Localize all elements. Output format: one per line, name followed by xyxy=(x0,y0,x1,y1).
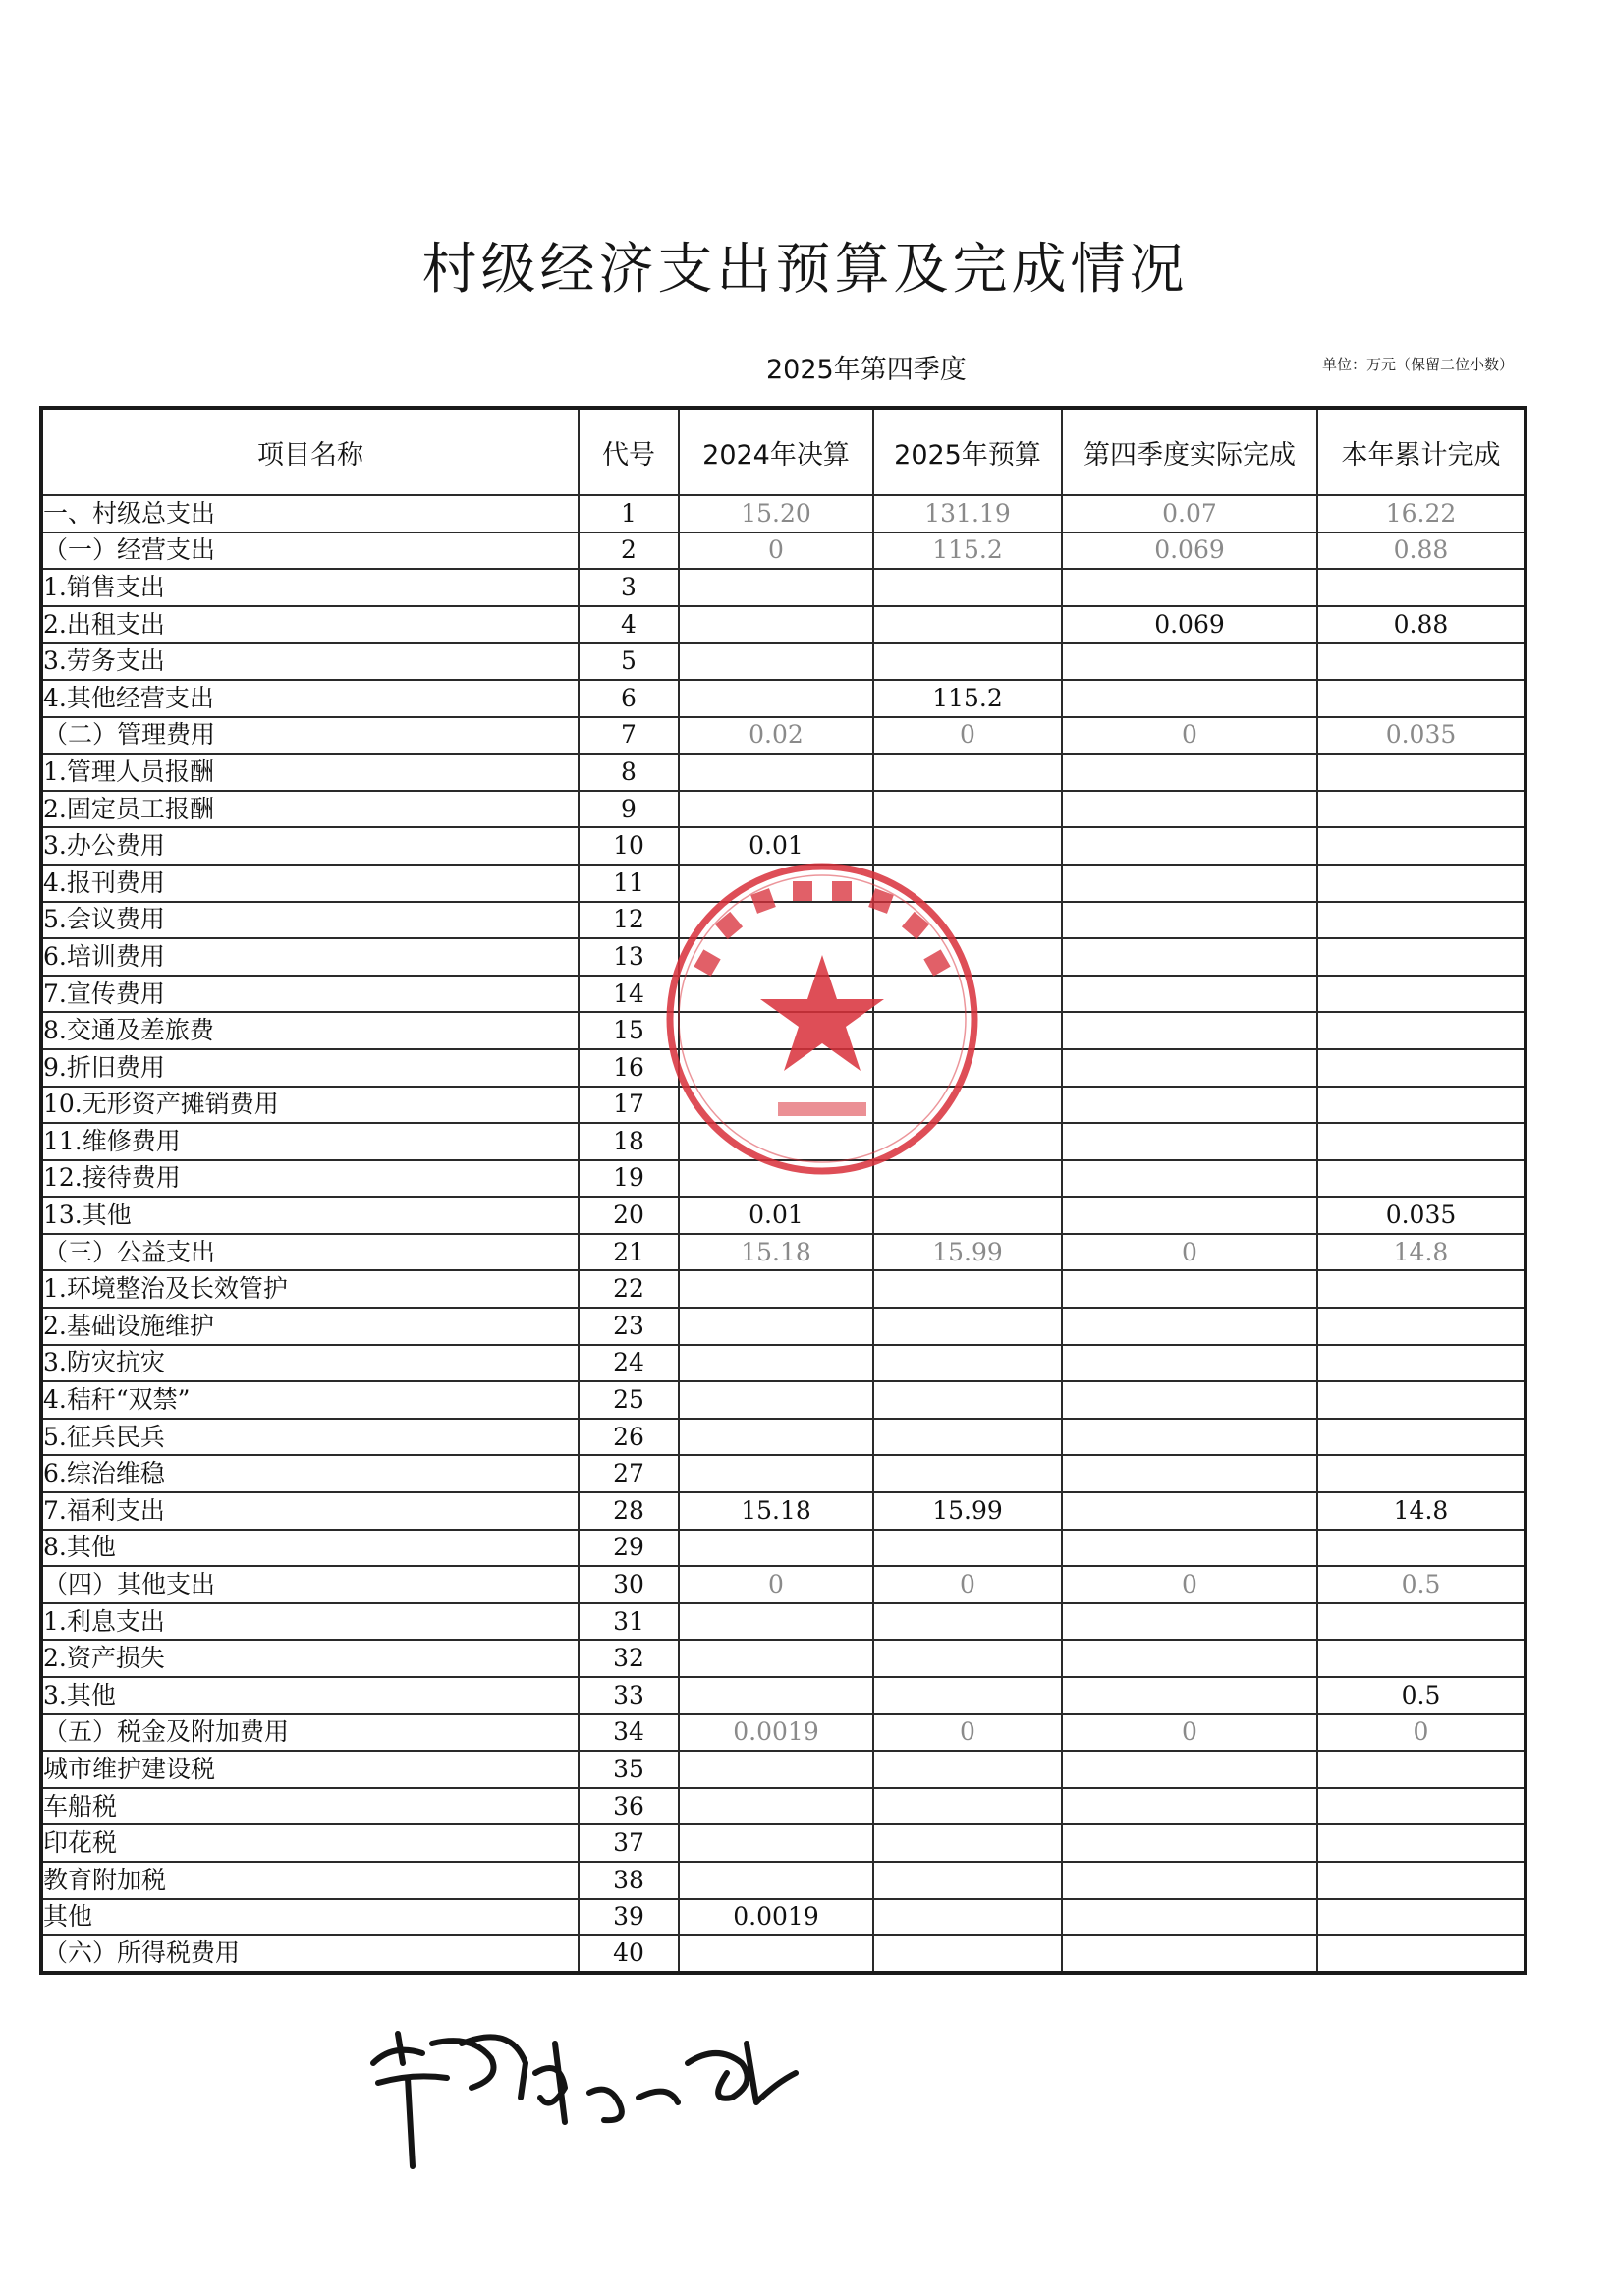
report-period: 2025年第四季度 xyxy=(766,355,967,385)
cell-code: 20 xyxy=(579,1197,679,1234)
cell-item-name: 3.劳务支出 xyxy=(41,643,579,680)
cell-ytd-actual: 0.035 xyxy=(1317,1197,1526,1234)
table-row xyxy=(41,1935,1526,1973)
cell-code: 31 xyxy=(579,1603,679,1641)
cell-ytd-actual xyxy=(1317,791,1526,828)
unit-note: 单位：万元（保留二位小数） xyxy=(1321,356,1514,373)
cell-code: 33 xyxy=(579,1677,679,1714)
cell-item-name: 6.综治维稳 xyxy=(41,1455,579,1492)
cell-ytd-actual xyxy=(1317,1455,1526,1492)
cell-2024-final xyxy=(679,643,873,680)
cell-q4-actual xyxy=(1062,1899,1317,1936)
cell-code: 10 xyxy=(579,827,679,865)
cell-q4-actual xyxy=(1062,1160,1317,1198)
cell-q4-actual xyxy=(1062,754,1317,791)
table-row xyxy=(41,1455,1526,1492)
table-row xyxy=(41,717,1526,755)
cell-q4-actual xyxy=(1062,1270,1317,1308)
cell-code: 37 xyxy=(579,1824,679,1862)
cell-ytd-actual: 0.88 xyxy=(1317,606,1526,644)
table-row xyxy=(41,643,1526,680)
cell-2025-budget xyxy=(873,1935,1062,1973)
cell-2024-final: 0.0019 xyxy=(679,1899,873,1936)
cell-item-name: 9.折旧费用 xyxy=(41,1049,579,1087)
cell-q4-actual xyxy=(1062,1308,1317,1345)
cell-code: 35 xyxy=(579,1751,679,1788)
cell-item-name: （五）税金及附加费用 xyxy=(41,1714,579,1752)
cell-q4-actual: 0.069 xyxy=(1062,532,1317,570)
cell-ytd-actual xyxy=(1317,1308,1526,1345)
cell-2025-budget xyxy=(873,1530,1062,1567)
table-row xyxy=(41,1566,1526,1603)
table-row xyxy=(41,1234,1526,1271)
table-row xyxy=(41,1492,1526,1530)
cell-2024-final xyxy=(679,1751,873,1788)
header-2024-final: 2024年决算 xyxy=(679,408,873,495)
table-row xyxy=(41,1197,1526,1234)
cell-2025-budget xyxy=(873,1899,1062,1936)
cell-item-name: （三）公益支出 xyxy=(41,1234,579,1271)
cell-code: 5 xyxy=(579,643,679,680)
cell-ytd-actual xyxy=(1317,1381,1526,1419)
cell-ytd-actual xyxy=(1317,569,1526,606)
cell-code: 26 xyxy=(579,1419,679,1456)
table-row xyxy=(41,1640,1526,1677)
cell-2025-budget xyxy=(873,1640,1062,1677)
cell-q4-actual xyxy=(1062,1640,1317,1677)
header-item-name: 项目名称 xyxy=(41,408,579,495)
cell-2025-budget xyxy=(873,606,1062,644)
cell-q4-actual xyxy=(1062,1012,1317,1049)
table-header xyxy=(41,408,1526,495)
cell-item-name: （六）所得税费用 xyxy=(41,1935,579,1973)
cell-q4-actual xyxy=(1062,1530,1317,1567)
cell-ytd-actual xyxy=(1317,976,1526,1013)
cell-item-name: 1.利息支出 xyxy=(41,1603,579,1641)
cell-ytd-actual: 14.8 xyxy=(1317,1492,1526,1530)
cell-2025-budget: 115.2 xyxy=(873,680,1062,717)
table-row xyxy=(41,569,1526,606)
cell-2025-budget xyxy=(873,1677,1062,1714)
cell-code: 23 xyxy=(579,1308,679,1345)
cell-2024-final xyxy=(679,1862,873,1899)
table-row xyxy=(41,1824,1526,1862)
cell-ytd-actual xyxy=(1317,1270,1526,1308)
cell-2025-budget: 115.2 xyxy=(873,532,1062,570)
cell-ytd-actual xyxy=(1317,1087,1526,1124)
cell-ytd-actual xyxy=(1317,1935,1526,1973)
cell-code: 8 xyxy=(579,754,679,791)
cell-2024-final xyxy=(679,1345,873,1382)
official-seal xyxy=(660,857,984,1181)
cell-2025-budget xyxy=(873,1862,1062,1899)
cell-q4-actual: 0 xyxy=(1062,1714,1317,1752)
table-body xyxy=(41,495,1526,1973)
cell-2024-final xyxy=(679,1270,873,1308)
cell-ytd-actual: 0.035 xyxy=(1317,717,1526,755)
expenditure-table xyxy=(39,406,1527,1975)
cell-2024-final xyxy=(679,1935,873,1973)
cell-ytd-actual: 0.5 xyxy=(1317,1566,1526,1603)
table-row xyxy=(41,1862,1526,1899)
table-row xyxy=(41,1530,1526,1567)
table-row xyxy=(41,1714,1526,1752)
cell-code: 24 xyxy=(579,1345,679,1382)
cell-item-name: 1.销售支出 xyxy=(41,569,579,606)
cell-ytd-actual: 0 xyxy=(1317,1714,1526,1752)
cell-q4-actual: 0 xyxy=(1062,1566,1317,1603)
cell-2024-final xyxy=(679,1824,873,1862)
cell-code: 18 xyxy=(579,1123,679,1160)
cell-2024-final: 0.0019 xyxy=(679,1714,873,1752)
cell-2025-budget xyxy=(873,1197,1062,1234)
cell-2024-final xyxy=(679,1640,873,1677)
cell-code: 14 xyxy=(579,976,679,1013)
cell-ytd-actual xyxy=(1317,754,1526,791)
cell-q4-actual xyxy=(1062,643,1317,680)
cell-code: 36 xyxy=(579,1788,679,1825)
cell-item-name: 7.福利支出 xyxy=(41,1492,579,1530)
cell-2025-budget: 0 xyxy=(873,1714,1062,1752)
header-code: 代号 xyxy=(579,408,679,495)
cell-ytd-actual xyxy=(1317,1603,1526,1641)
cell-item-name: 4.报刊费用 xyxy=(41,865,579,902)
cell-item-name: 3.防灾抗灾 xyxy=(41,1345,579,1382)
cell-code: 9 xyxy=(579,791,679,828)
cell-ytd-actual xyxy=(1317,1123,1526,1160)
cell-code: 13 xyxy=(579,938,679,976)
table-row xyxy=(41,1899,1526,1936)
cell-q4-actual xyxy=(1062,1677,1317,1714)
cell-q4-actual xyxy=(1062,1345,1317,1382)
table-row xyxy=(41,606,1526,644)
cell-ytd-actual xyxy=(1317,1160,1526,1198)
cell-item-name: 3.其他 xyxy=(41,1677,579,1714)
cell-q4-actual: 0.069 xyxy=(1062,606,1317,644)
cell-q4-actual xyxy=(1062,1603,1317,1641)
cell-ytd-actual xyxy=(1317,827,1526,865)
cell-item-name: 6.培训费用 xyxy=(41,938,579,976)
cell-q4-actual xyxy=(1062,865,1317,902)
cell-q4-actual xyxy=(1062,1935,1317,1973)
cell-code: 6 xyxy=(579,680,679,717)
cell-code: 4 xyxy=(579,606,679,644)
cell-code: 11 xyxy=(579,865,679,902)
table-row xyxy=(41,791,1526,828)
cell-ytd-actual: 0.5 xyxy=(1317,1677,1526,1714)
cell-q4-actual xyxy=(1062,1087,1317,1124)
cell-code: 30 xyxy=(579,1566,679,1603)
cell-code: 3 xyxy=(579,569,679,606)
cell-2024-final xyxy=(679,680,873,717)
cell-q4-actual xyxy=(1062,569,1317,606)
cell-2024-final xyxy=(679,1603,873,1641)
cell-2024-final xyxy=(679,1677,873,1714)
cell-ytd-actual: 16.22 xyxy=(1317,495,1526,532)
cell-q4-actual: 0 xyxy=(1062,717,1317,755)
cell-2025-budget xyxy=(873,569,1062,606)
cell-code: 32 xyxy=(579,1640,679,1677)
cell-item-name: 5.征兵民兵 xyxy=(41,1419,579,1456)
document-title: 村级经济支出预算及完成情况 xyxy=(421,238,1189,302)
cell-2024-final: 15.18 xyxy=(679,1234,873,1271)
cell-ytd-actual xyxy=(1317,1345,1526,1382)
cell-2024-final: 0 xyxy=(679,532,873,570)
cell-code: 19 xyxy=(579,1160,679,1198)
cell-ytd-actual xyxy=(1317,1012,1526,1049)
cell-code: 38 xyxy=(579,1862,679,1899)
header-row xyxy=(41,408,1526,495)
cell-2025-budget: 0 xyxy=(873,1566,1062,1603)
cell-code: 21 xyxy=(579,1234,679,1271)
cell-q4-actual xyxy=(1062,1381,1317,1419)
cell-2025-budget xyxy=(873,1381,1062,1419)
table-row xyxy=(41,532,1526,570)
table-row xyxy=(41,1308,1526,1345)
cell-2025-budget: 0 xyxy=(873,717,1062,755)
cell-code: 16 xyxy=(579,1049,679,1087)
cell-2025-budget xyxy=(873,1345,1062,1382)
cell-2025-budget xyxy=(873,1308,1062,1345)
cell-q4-actual xyxy=(1062,1123,1317,1160)
header-q4-actual: 第四季度实际完成 xyxy=(1062,408,1317,495)
cell-2025-budget xyxy=(873,791,1062,828)
cell-2024-final: 0.01 xyxy=(679,827,873,865)
cell-item-name: 8.交通及差旅费 xyxy=(41,1012,579,1049)
cell-item-name: 其他 xyxy=(41,1899,579,1936)
cell-code: 39 xyxy=(579,1899,679,1936)
table-row xyxy=(41,680,1526,717)
cell-2024-final xyxy=(679,569,873,606)
cell-item-name: 12.接待费用 xyxy=(41,1160,579,1198)
cell-q4-actual: 0 xyxy=(1062,1234,1317,1271)
cell-2025-budget xyxy=(873,1824,1062,1862)
cell-code: 2 xyxy=(579,532,679,570)
cell-item-name: 1.环境整治及长效管护 xyxy=(41,1270,579,1308)
cell-q4-actual xyxy=(1062,1862,1317,1899)
cell-2024-final xyxy=(679,1788,873,1825)
cell-2024-final: 0 xyxy=(679,1566,873,1603)
cell-ytd-actual xyxy=(1317,680,1526,717)
cell-q4-actual xyxy=(1062,1455,1317,1492)
cell-item-name: 一、村级总支出 xyxy=(41,495,579,532)
table-row xyxy=(41,1345,1526,1382)
cell-2025-budget: 131.19 xyxy=(873,495,1062,532)
cell-ytd-actual xyxy=(1317,1751,1526,1788)
cell-q4-actual xyxy=(1062,902,1317,939)
table-row xyxy=(41,1381,1526,1419)
cell-item-name: （四）其他支出 xyxy=(41,1566,579,1603)
cell-2024-final: 15.18 xyxy=(679,1492,873,1530)
cell-q4-actual xyxy=(1062,1197,1317,1234)
table-row xyxy=(41,1419,1526,1456)
cell-2024-final: 0.01 xyxy=(679,1197,873,1234)
cell-2024-final: 15.20 xyxy=(679,495,873,532)
cell-ytd-actual xyxy=(1317,1530,1526,1567)
header-ytd-actual: 本年累计完成 xyxy=(1317,408,1526,495)
cell-item-name: 教育附加税 xyxy=(41,1862,579,1899)
cell-item-name: 车船税 xyxy=(41,1788,579,1825)
cell-2025-budget xyxy=(873,1419,1062,1456)
cell-code: 1 xyxy=(579,495,679,532)
cell-2025-budget xyxy=(873,643,1062,680)
cell-2025-budget xyxy=(873,1751,1062,1788)
cell-item-name: 8.其他 xyxy=(41,1530,579,1567)
cell-item-name: 城市维护建设税 xyxy=(41,1751,579,1788)
cell-ytd-actual xyxy=(1317,902,1526,939)
cell-item-name: 2.基础设施维护 xyxy=(41,1308,579,1345)
cell-code: 27 xyxy=(579,1455,679,1492)
table-row xyxy=(41,1751,1526,1788)
cell-item-name: 4.其他经营支出 xyxy=(41,680,579,717)
cell-q4-actual xyxy=(1062,791,1317,828)
cell-code: 7 xyxy=(579,717,679,755)
header-2025-budget: 2025年预算 xyxy=(873,408,1062,495)
cell-q4-actual xyxy=(1062,1824,1317,1862)
table-row xyxy=(41,754,1526,791)
cell-item-name: 2.出租支出 xyxy=(41,606,579,644)
cell-ytd-actual xyxy=(1317,1049,1526,1087)
cell-q4-actual xyxy=(1062,1788,1317,1825)
cell-ytd-actual xyxy=(1317,643,1526,680)
cell-item-name: 5.会议费用 xyxy=(41,902,579,939)
cell-code: 29 xyxy=(579,1530,679,1567)
cell-ytd-actual xyxy=(1317,865,1526,902)
cell-ytd-actual xyxy=(1317,1419,1526,1456)
cell-ytd-actual xyxy=(1317,1640,1526,1677)
cell-q4-actual xyxy=(1062,1492,1317,1530)
table-row xyxy=(41,1270,1526,1308)
cell-ytd-actual xyxy=(1317,1862,1526,1899)
cell-2025-budget xyxy=(873,754,1062,791)
cell-code: 22 xyxy=(579,1270,679,1308)
cell-2024-final xyxy=(679,791,873,828)
cell-item-name: （一）经营支出 xyxy=(41,532,579,570)
cell-ytd-actual xyxy=(1317,938,1526,976)
cell-item-name: 3.办公费用 xyxy=(41,827,579,865)
cell-code: 12 xyxy=(579,902,679,939)
cell-2024-final xyxy=(679,1530,873,1567)
cell-ytd-actual xyxy=(1317,1899,1526,1936)
cell-2024-final xyxy=(679,1455,873,1492)
cell-code: 17 xyxy=(579,1087,679,1124)
table-row xyxy=(41,1603,1526,1641)
cell-q4-actual: 0.07 xyxy=(1062,495,1317,532)
cell-item-name: 10.无形资产摊销费用 xyxy=(41,1087,579,1124)
cell-q4-actual xyxy=(1062,1419,1317,1456)
cell-item-name: 11.维修费用 xyxy=(41,1123,579,1160)
cell-code: 40 xyxy=(579,1935,679,1973)
cell-code: 34 xyxy=(579,1714,679,1752)
cell-item-name: 2.资产损失 xyxy=(41,1640,579,1677)
table-row xyxy=(41,495,1526,532)
cell-q4-actual xyxy=(1062,976,1317,1013)
cell-2024-final xyxy=(679,754,873,791)
cell-q4-actual xyxy=(1062,1751,1317,1788)
cell-2025-budget xyxy=(873,1270,1062,1308)
cell-item-name: （二）管理费用 xyxy=(41,717,579,755)
cell-2024-final xyxy=(679,1381,873,1419)
cell-item-name: 4.秸秆“双禁” xyxy=(41,1381,579,1419)
cell-item-name: 13.其他 xyxy=(41,1197,579,1234)
cell-q4-actual xyxy=(1062,680,1317,717)
cell-2024-final xyxy=(679,1419,873,1456)
cell-ytd-actual xyxy=(1317,1788,1526,1825)
cell-ytd-actual: 0.88 xyxy=(1317,532,1526,570)
cell-item-name: 2.固定员工报酬 xyxy=(41,791,579,828)
cell-code: 15 xyxy=(579,1012,679,1049)
cell-2025-budget: 15.99 xyxy=(873,1492,1062,1530)
cell-q4-actual xyxy=(1062,827,1317,865)
table-row xyxy=(41,1677,1526,1714)
cell-ytd-actual xyxy=(1317,1824,1526,1862)
cell-2025-budget: 15.99 xyxy=(873,1234,1062,1271)
cell-code: 28 xyxy=(579,1492,679,1530)
cell-2025-budget xyxy=(873,1788,1062,1825)
cell-2025-budget xyxy=(873,1603,1062,1641)
cell-2024-final xyxy=(679,606,873,644)
table-row xyxy=(41,1788,1526,1825)
cell-q4-actual xyxy=(1062,1049,1317,1087)
cell-item-name: 1.管理人员报酬 xyxy=(41,754,579,791)
cell-ytd-actual: 14.8 xyxy=(1317,1234,1526,1271)
handwritten-signature xyxy=(354,2004,815,2171)
cell-2024-final xyxy=(679,1308,873,1345)
cell-item-name: 7.宣传费用 xyxy=(41,976,579,1013)
cell-code: 25 xyxy=(579,1381,679,1419)
cell-2024-final: 0.02 xyxy=(679,717,873,755)
cell-item-name: 印花税 xyxy=(41,1824,579,1862)
cell-2025-budget xyxy=(873,1455,1062,1492)
cell-q4-actual xyxy=(1062,938,1317,976)
